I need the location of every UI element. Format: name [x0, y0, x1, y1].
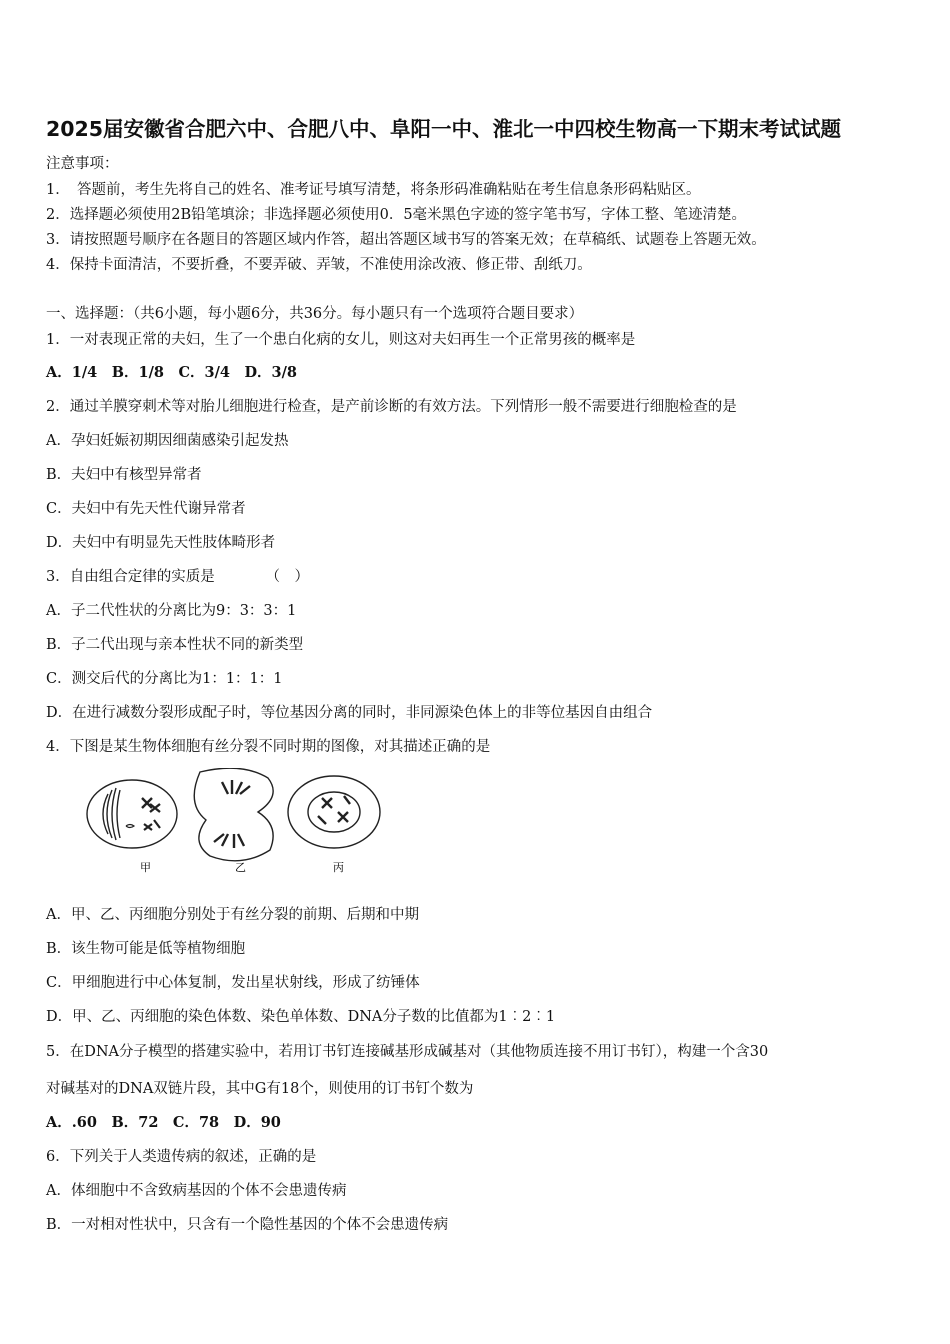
notice-heading: 注意事项： — [46, 156, 119, 172]
question-3-option-d: D．在进行减数分裂形成配子时，等位基因分离的同时，非同源染色体上的非等位基因自由组合 — [46, 705, 653, 721]
question-1-stem: 1．一对表现正常的夫妇，生了一个患白化病的女儿，则这对夫妇再生一个正常男孩的概率是 — [46, 332, 636, 348]
question-2-option-b: B．夫妇中有核型异常者 — [46, 467, 202, 483]
question-2-option-d: D．夫妇中有明显先天性肢体畸形者 — [46, 535, 276, 551]
figure-label-jia: 甲 — [140, 861, 151, 874]
cell-yi — [194, 768, 273, 861]
question-3-stem: 3．自由组合定律的实质是 （ ） — [46, 569, 309, 585]
question-2-stem: 2．通过羊膜穿刺术等对胎儿细胞进行检查，是产前诊断的有效方法。下列情形一般不需要进行细胞检查的是 — [46, 399, 737, 415]
question-4-stem: 4．下图是某生物体细胞有丝分裂不同时期的图像，对其描述正确的是 — [46, 739, 491, 755]
section-heading: 一、选择题：（共6小题，每小题6分，共36分。每小题只有一个选项符合题目要求） — [46, 306, 584, 322]
question-4-option-b: B．该生物可能是低等植物细胞 — [46, 941, 246, 957]
cell-jia — [87, 780, 177, 848]
question-4-option-c: C．甲细胞进行中心体复制，发出星状射线，形成了纺锤体 — [46, 975, 420, 991]
question-4-option-a: A．甲、乙、丙细胞分别处于有丝分裂的前期、后期和中期 — [46, 907, 419, 923]
question-1-options: A．1/4 B．1/8 C．3/4 D．3/8 — [46, 364, 298, 381]
figure-label-yi: 乙 — [235, 861, 246, 874]
question-2-option-a: A．孕妇妊娠初期因细菌感染引起发热 — [46, 433, 289, 449]
question-6-stem: 6．下列关于人类遗传病的叙述，正确的是 — [46, 1149, 317, 1165]
figure-label-bing: 丙 — [333, 861, 344, 874]
question-5-stem-line-1: 5．在DNA分子模型的搭建实验中，若用订书钉连接碱基形成碱基对（其他物质连接不用订书钉），构建一个含30 — [46, 1044, 769, 1060]
page-title: 2025届安徽省合肥六中、合肥八中、阜阳一中、淮北一中四校生物高一下期末考试试题 — [46, 117, 842, 141]
question-5-stem-line-2: 对碱基对的DNA双链片段，其中G有18个，则使用的订书钉个数为 — [46, 1081, 474, 1097]
mitosis-cells-drawing — [82, 768, 382, 878]
cell-bing — [288, 776, 380, 848]
question-6-option-a: A．体细胞中不含致病基因的个体不会患遗传病 — [46, 1183, 347, 1199]
question-4-option-d: D．甲、乙、丙细胞的染色体数、染色单体数、DNA分子数的比值都为1︰2︰1 — [46, 1009, 556, 1025]
mitosis-cells-figure — [82, 768, 382, 878]
notice-item-4: 4．保持卡面清洁，不要折叠，不要弄破、弄皱，不准使用涂改液、修正带、刮纸刀。 — [46, 257, 592, 273]
question-5-options: A．.60 B．72 C．78 D．90 — [46, 1114, 281, 1131]
notice-item-2: 2．选择题必须使用2B铅笔填涂；非选择题必须使用0．5毫米黑色字迹的签字笔书写，字体工整、笔迹清楚。 — [46, 207, 747, 223]
question-3-option-a: A．子二代性状的分离比为9：3：3：1 — [46, 603, 297, 619]
question-3-option-b: B．子二代出现与亲本性状不同的新类型 — [46, 637, 304, 653]
question-3-option-c: C．测交后代的分离比为1：1：1：1 — [46, 671, 283, 687]
notice-item-1: 1． 答题前，考生先将自己的姓名、准考证号填写清楚，将条形码准确粘贴在考生信息条形码粘贴区。 — [46, 182, 701, 198]
question-6-option-b: B．一对相对性状中，只含有一个隐性基因的个体不会患遗传病 — [46, 1217, 449, 1233]
notice-item-3: 3．请按照题号顺序在各题目的答题区域内作答，超出答题区域书写的答案无效；在草稿纸、试题卷上答题无效。 — [46, 232, 766, 248]
question-2-option-c: C．夫妇中有先天性代谢异常者 — [46, 501, 246, 517]
